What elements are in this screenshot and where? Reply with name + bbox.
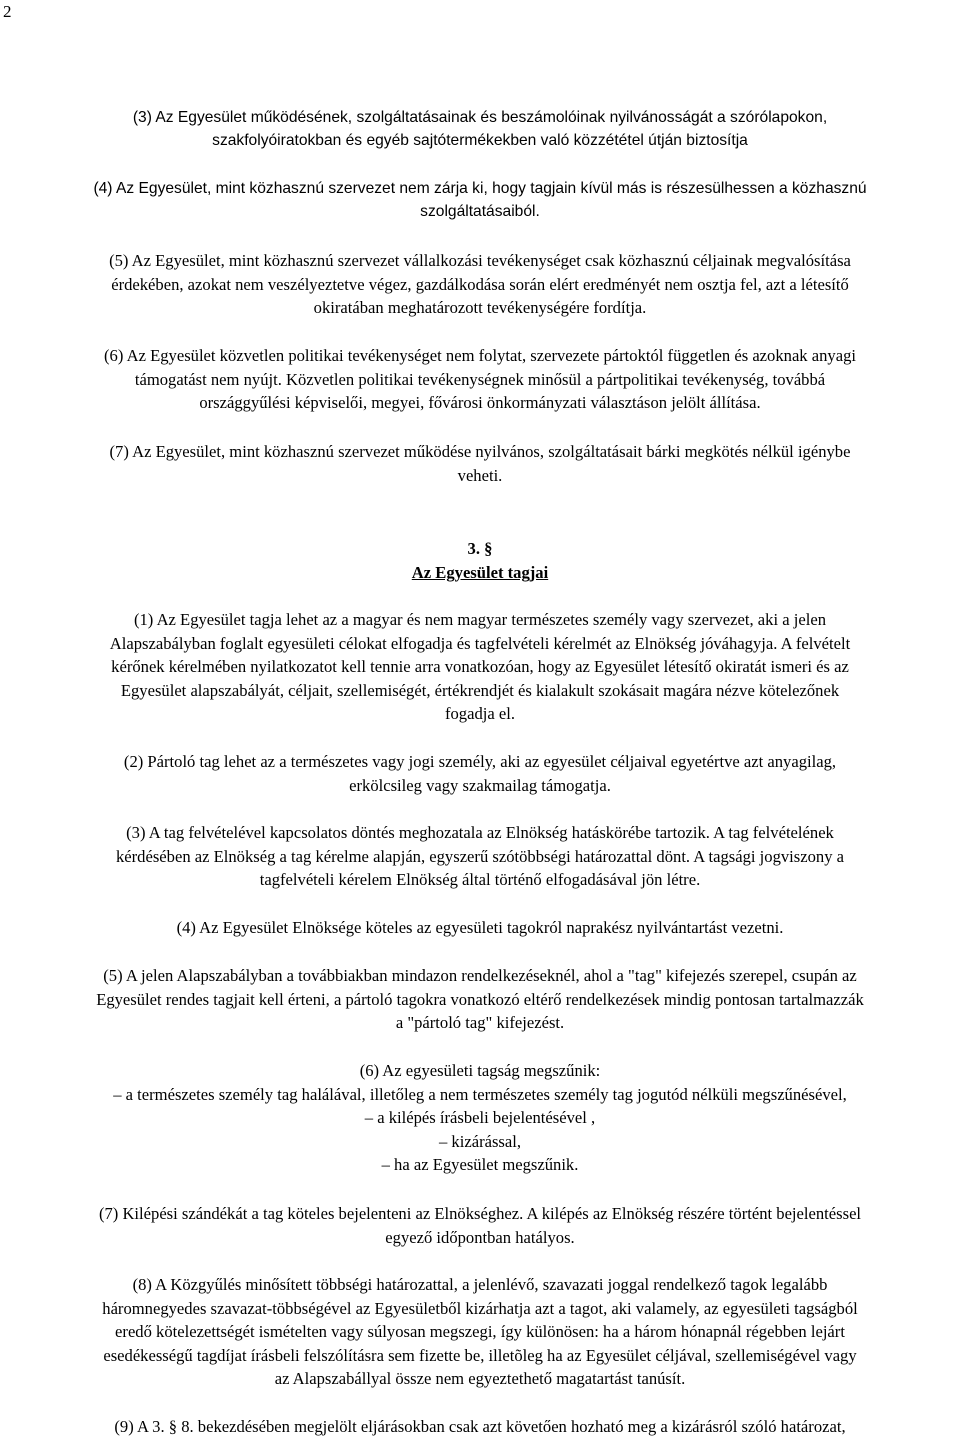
text-line: veheti. <box>457 465 503 485</box>
text-line: kérdésében az Elnökség a tag kérelme alapján, egyszerű szótöbbségi határozattal dönt. A tagsági jogviszony a <box>115 846 845 866</box>
text-line: eredő kötelezettségét ismételten vagy súlyosan megszegi, így különösen: ha a három hónapnál régebben lejárt <box>115 1322 845 1341</box>
paragraph-bottom-7 <box>0 1273 960 1391</box>
text-line: (4) Az Egyesület Elnöksége köteles az egyesületi tagokról naprakész nyilvántartást vezetni. <box>176 918 784 937</box>
paragraph-bottom-0 <box>0 608 960 726</box>
text-line: a "pártoló tag" kifejezést. <box>395 1013 565 1032</box>
text-line: erkölcsileg vagy szakmailag támogatja. <box>349 775 611 795</box>
text-line: (3) A tag felvételével kapcsolatos döntés meghozatala az Elnökség hatáskörébe tartozik. A tag felvételének <box>126 823 834 842</box>
text-line: (6) Az egyesületi tagság megszűnik: <box>359 1061 601 1080</box>
text-line: (1) Az Egyesület tagja lehet az a magyar és nem magyar természetes személy vagy szervezet, aki a jelen <box>133 610 826 629</box>
text-line: esedékességű tagdíjat írásbeli felszólításra sem fizette be, illetõleg ha az Egyesület céljával, szellemiségével vagy <box>103 1345 857 1365</box>
paragraph-bottom-6 <box>0 1202 960 1249</box>
text-line: kérőnek kérelmében nyilatkozatot kell tennie arra vonatkozóan, hogy az Egyesület létesítő okiratát ismeri és az <box>111 657 849 676</box>
text-line: (5) A jelen Alapszabályban a továbbiakban mindazon rendelkezéseknél, ahol a "tag" kifejezés szerepel, csupán az <box>103 966 857 985</box>
text-line: tagfelvételi kérelem Elnökség által történő elfogadásával jön létre. <box>259 870 701 889</box>
paragraph-bottom-3 <box>0 916 960 940</box>
text-line: (2) Pártoló tag lehet az a természetes vagy jogi személy, aki az egyesület céljaival egyetértve azt anyagilag, <box>123 752 837 771</box>
text-line: Alapszabályban foglalt egyesületi célokat elfogadja és tagfelvételi kérelmét az Elnökség jóváhagyja. A felvételt <box>109 633 851 653</box>
text-line: az Alapszabállyal össze nem egyeztethető magatartást tanúsít. <box>274 1369 686 1388</box>
paragraph-mid-0 <box>0 249 960 320</box>
paragraph-bottom-5 <box>0 1059 960 1177</box>
text-line: országgyűlési képviselői, megyei, fővárosi önkormányzati választáson jelölt állítása. <box>199 393 761 412</box>
text-line: érdekében, azokat nem veszélyeztetve végez, gazdálkodása során elért eredményét nem osztja fel, azt a létesítő <box>111 274 849 294</box>
text-line: egyező időpontban hatályos. <box>385 1227 575 1247</box>
section-title: Az Egyesület tagjai <box>411 562 549 582</box>
list-item: – a kilépés írásbeli bejelentésével , <box>364 1108 596 1127</box>
text-line: (9) A 3. § 8. bekezdésében megjelölt eljárásokban csak azt követően hozható meg a kizárásról szóló határozat, <box>114 1417 846 1436</box>
text-line: (5) Az Egyesület, mint közhasznú szervezet vállalkozási tevékenységet csak közhasznú céljainak megvalósítása <box>109 251 851 270</box>
text-line: Egyesület alapszabályát, céljait, szellemiségét, értékrendjét és kialakult szokásait magára nézve kötelezőnek <box>120 680 840 700</box>
paragraph-bottom-4 <box>0 964 960 1035</box>
text-line: szakfolyóiratokban és egyéb sajtótermékekben való közzététel útján biztosítja <box>212 132 748 149</box>
paragraph-top-0 <box>0 106 960 152</box>
list-item: – a természetes személy tag halálával, illetőleg a nem természetes személy tag jogutód nélküli megszűnésével, <box>113 1084 847 1104</box>
text-line: Egyesület rendes tagjait kell érteni, a pártoló tagokra vonatkozó eltérő rendelkezések mindig pontosan tartalmazzák <box>96 989 864 1009</box>
page-number: 2 <box>3 2 12 21</box>
text-line: (4) Az Egyesület, mint közhasznú szervezet nem zárja ki, hogy tagjain kívül más is részesülhessen a közhasznú <box>93 180 867 197</box>
section-heading <box>0 537 960 584</box>
paragraph-mid-1 <box>0 344 960 415</box>
text-line: támogatást nem nyújt. Közvetlen politikai tevékenységnek minősül a pártpolitikai tevékenység, továbbá <box>134 369 826 389</box>
paragraph-bottom-8 <box>0 1415 960 1439</box>
text-line: (7) Kilépési szándékát a tag köteles bejelenteni az Elnökséghez. A kilépés az Elnökség részére történt bejelentéssel <box>98 1204 862 1223</box>
text-line: (8) A Közgyűlés minősített többségi határozattal, a jelenlévő, szavazati joggal rendelkező tagok legalább <box>132 1275 828 1294</box>
text-line: fogadja el. <box>444 704 516 723</box>
text-line: (7) Az Egyesület, mint közhasznú szervezet működése nyilvános, szolgáltatásait bárki megkötés nélkül igénybe <box>109 442 851 461</box>
paragraph-bottom-1 <box>0 750 960 797</box>
text-line: (3) Az Egyesület működésének, szolgáltatásainak és beszámolóinak nyilvánosságát a szórólapokon, <box>132 109 828 126</box>
text-line: (6) Az Egyesület közvetlen politikai tevékenységet nem folytat, szervezete pártoktól független és azoknak anyagi <box>104 346 856 365</box>
paragraph-bottom-2 <box>0 821 960 892</box>
paragraph-top-1 <box>0 177 960 223</box>
list-item: – kizárással, <box>438 1131 521 1151</box>
paragraph-mid-2 <box>0 440 960 487</box>
text-line: háromnegyedes szavazat-többségével az Egyesületből kizárhatja azt a tagot, aki valamely, az egyesületi tagságból <box>102 1298 858 1318</box>
section-number: 3. § <box>467 539 493 558</box>
text-line: szolgáltatásaiból. <box>420 203 540 220</box>
list-item: – ha az Egyesület megszűnik. <box>381 1155 579 1174</box>
text-line: okiratában meghatározott tevékenységére fordítja. <box>313 298 647 317</box>
